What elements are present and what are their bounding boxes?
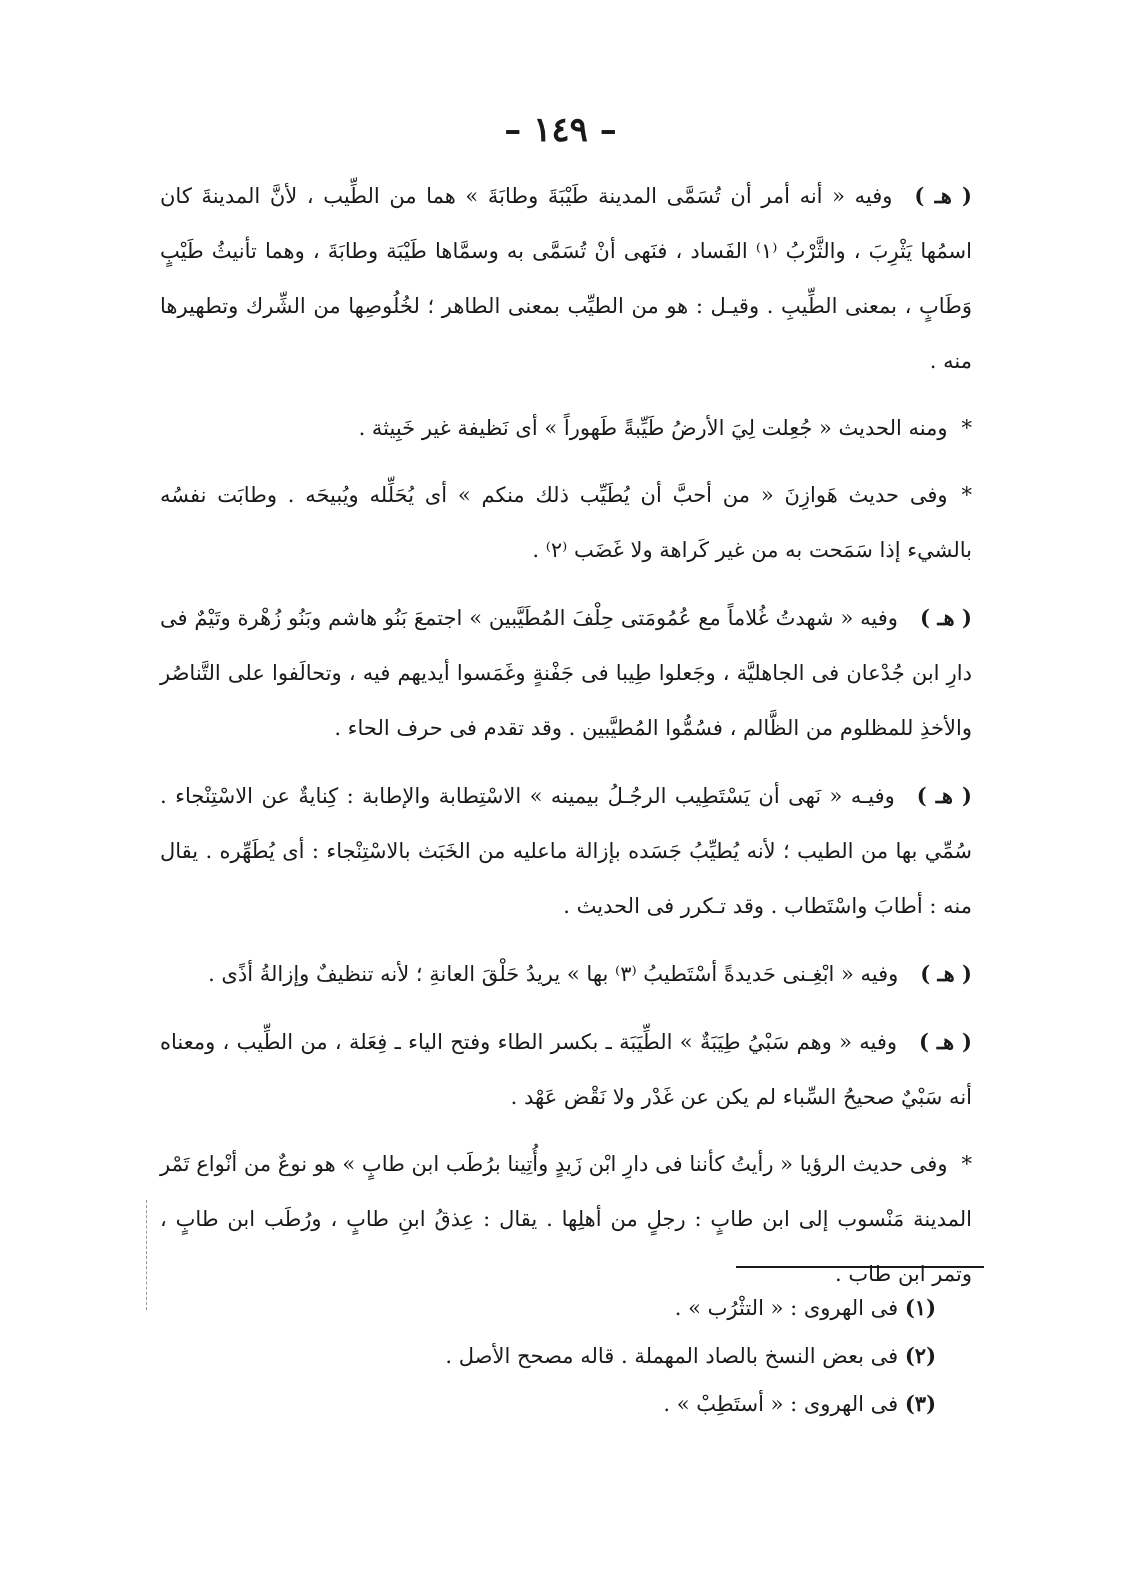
footnote [300,1284,936,1332]
entry-marker: ( هـ ) [919,605,972,630]
entry-paragraph [160,168,972,389]
hadith-paragraph [160,468,972,578]
entry-paragraph [160,590,972,756]
footnote-number: (١) [904,1295,936,1320]
paragraph-text: ومنه الحديث « جُعِلت لِيَ الأرضُ طَيِّبةً طَهوراً » أى نَظيفة غير خَبِيثة . [358,416,948,440]
paragraph-text: وفيه « أنه أمر أن تُسَمَّى المدينة طَيْبَةَ وطابَةَ » هما من الطِّيب ، لأنَّ المدينةَ كان اسمُها يَثْرِبَ ، والثَّرْبُ ⁽١⁾ الفَساد ، فنَهى أنْ تُسَمَّى به وسمَّاها طَيْبَة وطابَةَ ، وهما تأنيثُ طَيْبٍ وَطَابٍ ، بمعنى الطِّيبِ . وقيـل : هو من الطيِّب بمعنى الطاهر ؛ لخُلُوصِها من الشِّرك وتطهيرها منه . [160,184,972,373]
footnote-text: فى بعض النسخ بالصاد المهملة . قاله مصحح الأصل . [445,1344,899,1368]
footnote-separator [736,1266,984,1268]
footnotes [300,1284,936,1428]
hadith-paragraph [160,401,972,456]
paragraph-text: وفيـه « نَهى أن يَسْتَطِيب الرجُـلُ بيمينه » الاسْتِطابة والإطابة : كِنايةٌ عن الاسْتِنْجاء . سُمِّي بها من الطيب ؛ لأنه يُطيِّبُ جَسَده بإزالة ماعليه من الخَبَث بالاسْتِنْجاء : أى يُطَهِّره . يقال منه : أطابَ واسْتَطاب . وقد تـكرر فى الحديث . [160,784,972,918]
star-marker: * [961,483,972,507]
entry-marker: ( هـ ) [920,961,972,986]
entry-marker: ( هـ ) [914,183,972,208]
footnote [300,1380,936,1428]
paragraph-text: وفى حديث هَوازِنَ « من أحبَّ أن يُطَيِّب ذلك منكم » أى يُحَلِّله ويُبيحَه . وطابَت نفسُه بالشيء إذا سَمَحت به من غير كَراهة ولا غَضَب ⁽٢⁾ . [160,483,972,562]
footnote-text: فى الهروى : « التثْرُب » . [674,1296,899,1320]
hadith-paragraph [160,1137,972,1302]
entry-paragraph [160,768,972,934]
entry-marker: ( هـ ) [919,1029,972,1054]
footnote-text: فى الهروى : « أستَطِبْ » . [663,1392,899,1416]
paragraph-text: وفى حديث الرؤيا « رأيتُ كأننا فى دارِ ابْن زَيدٍ وأُتِينا برُطَب ابن طابٍ » هو نوعٌ من أنْواع تَمْر المدينة مَنْسوب إلى ابن طابٍ : رجلٍ من أهلِها . يقال : عِذقُ ابنِ طابٍ ، ورُطَب ابن طابٍ ، وتمر ابن طاب . [160,1152,972,1286]
paragraph-text: وفيه « وهم سَبْيُ طِيَبَةٌ » الطِّيَبَة ـ بكسر الطاء وفتح الياء ـ فِعَلة ، من الطِّيب ، ومعناه أنه سَبْيٌ صحيحُ السِّباء لم يكن عن غَدْر ولا نَقْض عَهْد . [160,1030,972,1109]
footnote-number: (٣) [904,1391,936,1416]
star-marker: * [961,416,972,440]
main-text [160,168,972,1314]
scan-gutter-line [146,1200,147,1310]
paragraph-text: وفيه « شهدتُ غُلاماً مع عُمُومَتى حِلْفَ المُطَيَّبين » اجتمعَ بَنُو هاشم وبَنُو زُهْرة وتَيْمٌ فى دارِ ابن جُدْعان فى الجاهليَّة ، وجَعلوا طِيبا فى جَفْنةٍ وغَمَسوا أيديهم فيه ، وتحالَفوا على التَّناصُر والأخذِ للمظلوم من الظَّالم ، فسُمُّوا المُطيَّبين . وقد تقدم فى حرف الحاء . [160,606,972,740]
entry-marker: ( هـ ) [916,783,972,808]
entry-paragraph [160,1014,972,1125]
star-marker: * [961,1152,972,1176]
footnote [300,1332,936,1380]
paragraph-text: وفيه « ابْغِـنى حَديدةً أسْتَطيبُ ⁽٣⁾ بها » يريدُ حَلْقَ العانةِ ؛ لأنه تنظيفٌ وإزالةُ أذًى . [208,962,899,986]
entry-paragraph [160,946,972,1002]
footnote-number: (٢) [904,1343,936,1368]
page-number: – ١٤٩ – [504,110,617,150]
